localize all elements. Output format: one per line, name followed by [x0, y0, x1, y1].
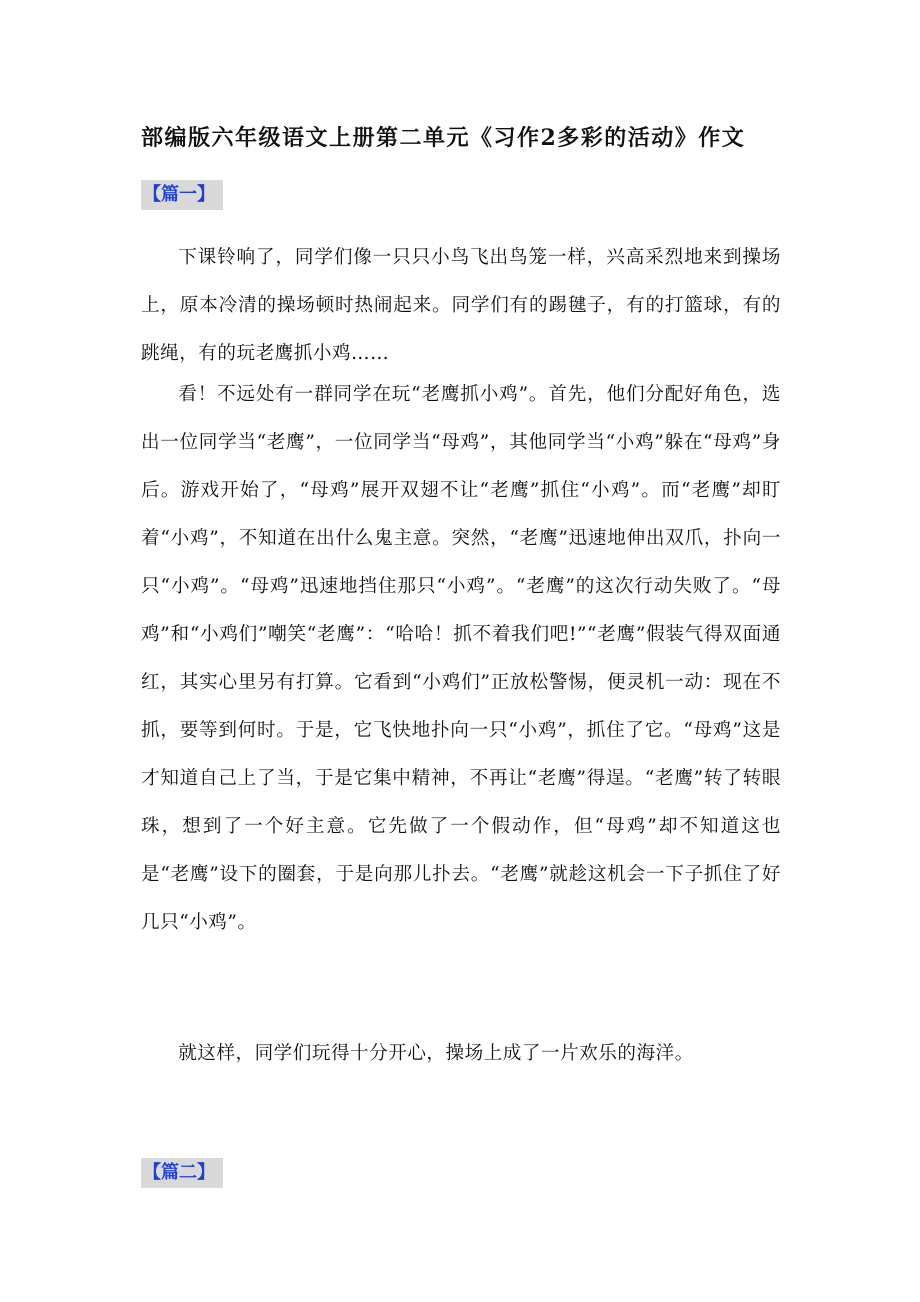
section-label-2: 【篇二】 [141, 1158, 223, 1188]
paragraph-1: 下课铃响了，同学们像一只只小鸟飞出鸟笼一样，兴高采烈地来到操场上，原本冷清的操场顿时热闹起来。同学们有的踢毽子，有的打篮球，有的跳绳，有的玩老鹰抓小鸡…… [141, 247, 781, 364]
paragraph-3: 就这样，同学们玩得十分开心，操场上成了一片欢乐的海洋。 [178, 1043, 694, 1064]
section-label-1: 【篇一】 [141, 180, 223, 210]
paragraph-2: 看！不远处有一群同学在玩“老鹰抓小鸡”。首先，他们分配好角色，选出一位同学当“老鹰”，一位同学当“母鸡”，其他同学当“小鸡”躲在“母鸡”身后。游戏开始了，“母鸡”展开双翅不让“老鹰”抓住“小鸡”。而“老鹰”却盯着“小鸡”，不知道在出什么鬼主意。突然，“老鹰”迅速地伸出双爪，扑向一只“小鸡”。“母鸡”迅速地挡住那只“小鸡”。“老鹰”的这次行动失败了。“母鸡”和“小鸡们”嘲笑“老鹰”：“哈哈！抓不着我们吧!”“老鹰”假装气得双面通红，其实心里另有打算。它看到“小鸡们”正放松警惕，便灵机一动：现在不抓，要等到何时。于是，它飞快地扑向一只“小鸡”，抓住了它。“母鸡”这是才知道自己上了当，于是它集中精神，不再让“老鹰”得逞。“老鹰”转了转眼珠，想到了一个好主意。它先做了一个假动作，但“母鸡”却不知道这也是“老鹰”设下的圈套，于是向那儿扑去。“老鹰”就趁这机会一下子抓住了好几只“小鸡”。 [141, 384, 781, 933]
document-title: 部编版六年级语文上册第二单元《习作2多彩的活动》作文 [141, 125, 746, 151]
